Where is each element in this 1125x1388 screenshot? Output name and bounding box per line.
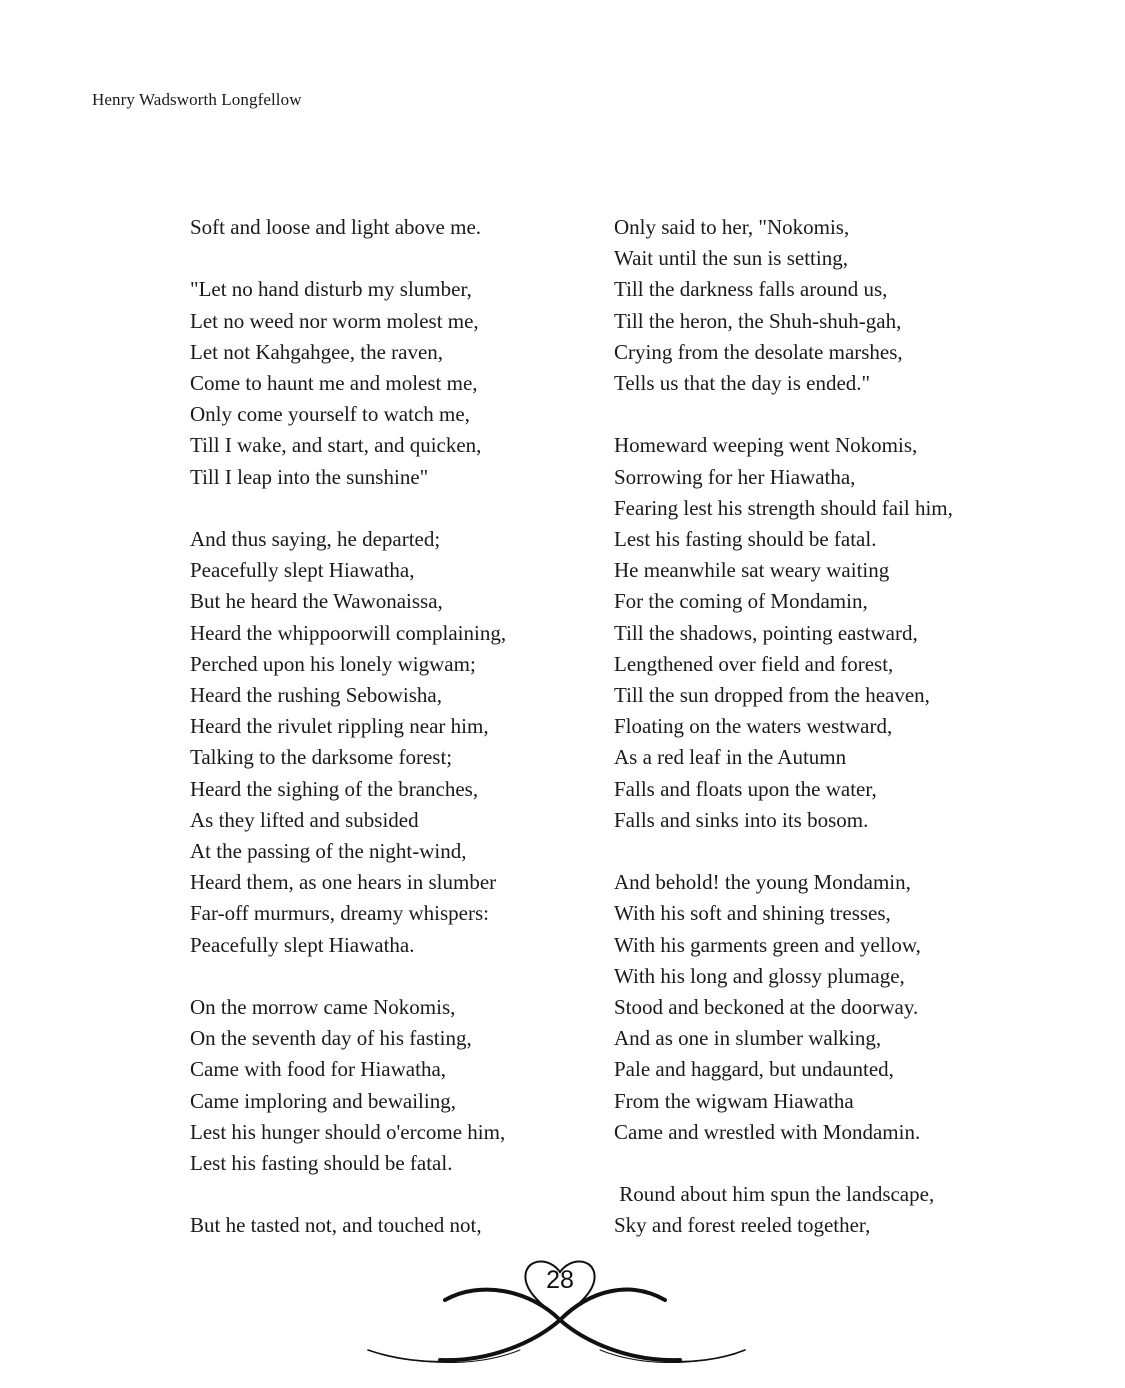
poem-line: Falls and floats upon the water, <box>614 776 877 801</box>
running-header-author: Henry Wadsworth Longfellow <box>92 90 302 109</box>
poem-line: Stood and beckoned at the doorway. <box>614 995 919 1020</box>
poem-line: Talking to the darksome forest; <box>190 745 453 770</box>
poem-line: Till the shadows, pointing eastward, <box>614 620 918 645</box>
poem-line: Came and wrestled with Mondamin. <box>614 1119 921 1144</box>
stanza <box>614 430 1054 836</box>
stanza <box>614 1179 1054 1241</box>
poem-line: Peacefully slept Hiawatha, <box>190 558 415 583</box>
poem-line: Lest his fasting should be fatal. <box>614 527 877 552</box>
poem-line: Till I leap into the sunshine" <box>190 464 429 489</box>
poem-line: Heard them, as one hears in slumber <box>190 870 497 895</box>
poem-line: Lengthened over field and forest, <box>614 651 894 676</box>
poem-line: Till the darkness falls around us, <box>614 277 888 302</box>
poem-line: Sorrowing for her Hiawatha, <box>614 464 856 489</box>
stanza <box>614 212 1054 399</box>
poem-line: "Let no hand disturb my slumber, <box>190 277 472 302</box>
poem-line: Till the heron, the Shuh-shuh-gah, <box>614 308 902 333</box>
stanza <box>190 1210 590 1241</box>
poem-column-left <box>190 212 590 1273</box>
poem-line: Let not Kahgahgee, the raven, <box>190 339 444 364</box>
poem-line: With his long and glossy plumage, <box>614 963 905 988</box>
poem-line: Peacefully slept Hiawatha. <box>190 932 415 957</box>
poem-line: Lest his hunger should o'ercome him, <box>190 1119 506 1144</box>
poem-line: From the wigwam Hiawatha <box>614 1088 854 1113</box>
stanza <box>614 867 1054 1148</box>
poem-line: Tells us that the day is ended." <box>614 371 871 396</box>
page-footer <box>360 1250 760 1380</box>
poem-line: Came with food for Hiawatha, <box>190 1057 447 1082</box>
poem-line: Wait until the sun is setting, <box>614 246 848 271</box>
poem-line: And as one in slumber walking, <box>614 1026 882 1051</box>
poem-line: Sky and forest reeled together, <box>614 1213 871 1238</box>
poem-line: And thus saying, he departed; <box>190 527 441 551</box>
poem-line: Floating on the waters westward, <box>614 714 893 739</box>
poem-line: Came imploring and bewailing, <box>190 1088 456 1113</box>
poem-line: And behold! the young Mondamin, <box>614 870 911 895</box>
stanza <box>190 274 590 492</box>
poem-line: But he tasted not, and touched not, <box>190 1213 482 1238</box>
poem-line: Far-off murmurs, dreamy whispers: <box>190 901 489 926</box>
poem-column-right <box>614 212 1054 1273</box>
poem-line: With his soft and shining tresses, <box>614 901 891 926</box>
stanza <box>190 212 590 243</box>
poem-line: Lest his fasting should be fatal. <box>190 1151 453 1176</box>
stanza <box>190 992 590 1179</box>
stanza <box>190 524 590 961</box>
poem-line: At the passing of the night-wind, <box>190 839 467 864</box>
poem-line: Homeward weeping went Nokomis, <box>614 433 918 458</box>
poem-line: Come to haunt me and molest me, <box>190 371 478 395</box>
poem-line: Let no weed nor worm molest me, <box>190 308 479 333</box>
poem-line: Till I wake, and start, and quicken, <box>190 433 482 458</box>
poem-line: Soft and loose and light above me. <box>190 215 482 239</box>
poem-line: Perched upon his lonely wigwam; <box>190 651 476 676</box>
poem-line: Crying from the desolate marshes, <box>614 339 903 364</box>
poem-line: Round about him spun the landscape, <box>614 1182 935 1207</box>
poem-line: Falls and sinks into its bosom. <box>614 807 869 832</box>
poem-line: For the coming of Mondamin, <box>614 589 868 614</box>
page-number: 28 <box>546 1266 574 1294</box>
poem-line: Only said to her, "Nokomis, <box>614 215 850 239</box>
poem-line: Heard the sighing of the branches, <box>190 776 479 801</box>
poem-line: Till the sun dropped from the heaven, <box>614 683 930 708</box>
poem-line: As a red leaf in the Autumn <box>614 745 847 770</box>
poem-line: Only come yourself to watch me, <box>190 402 470 427</box>
poem-line: Heard the rivulet rippling near him, <box>190 714 489 739</box>
poem-line: Heard the rushing Sebowisha, <box>190 683 442 708</box>
poem-line: On the morrow came Nokomis, <box>190 995 456 1020</box>
poem-line: Heard the whippoorwill complaining, <box>190 620 507 645</box>
poem-line: As they lifted and subsided <box>190 807 419 832</box>
poem-line: But he heard the Wawonaissa, <box>190 589 443 614</box>
poem-line: On the seventh day of his fasting, <box>190 1026 472 1051</box>
poem-line: With his garments green and yellow, <box>614 932 921 957</box>
poem-line: He meanwhile sat weary waiting <box>614 558 890 583</box>
poem-line: Pale and haggard, but undaunted, <box>614 1057 894 1082</box>
poem-line: Fearing lest his strength should fail him, <box>614 495 953 520</box>
